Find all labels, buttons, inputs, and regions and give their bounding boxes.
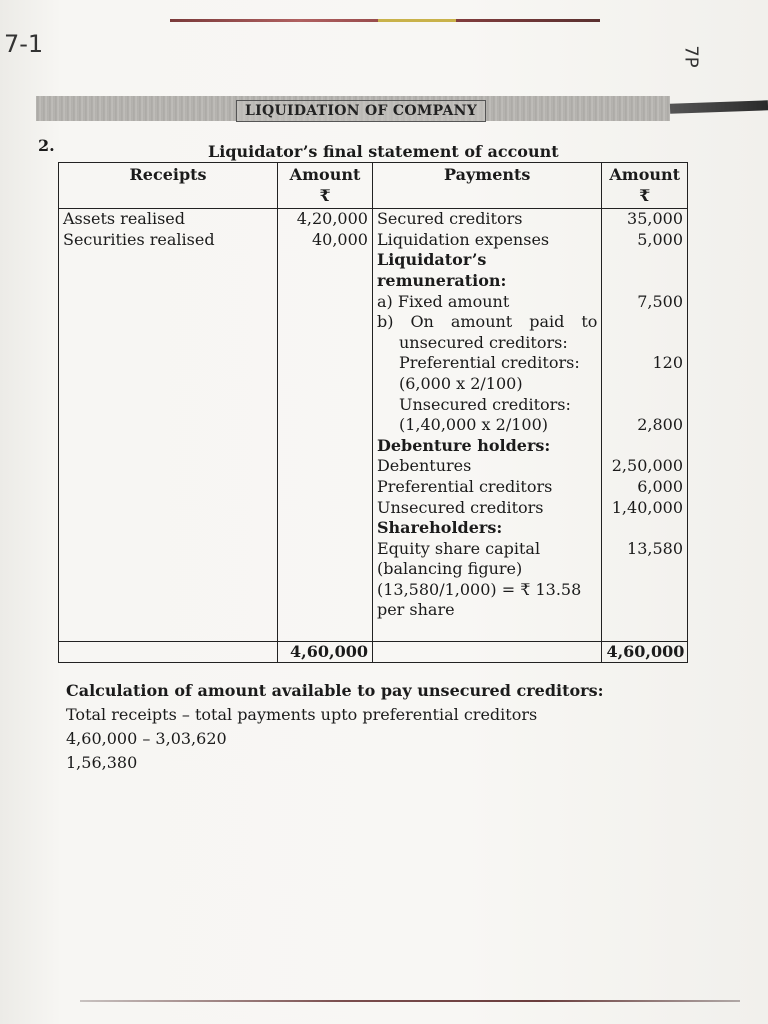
payment-amount: 5,000 (637, 229, 683, 249)
question-number: 2. (38, 136, 55, 155)
total-receipts-blank (59, 642, 278, 663)
payment-item-word: amount (450, 312, 513, 332)
calculation-heading: Calculation of amount available to pay unsecured creditors: (66, 681, 604, 700)
payments-amount-column (602, 209, 688, 638)
header-receipts: Receipts (59, 163, 278, 209)
chapter-title: LIQUIDATION OF COMPANY (236, 100, 486, 122)
payment-item: Debentures (376, 456, 472, 476)
liquidator-statement-table (58, 162, 688, 663)
payment-item: Unsecured creditors (376, 497, 544, 517)
payment-amount: 13,580 (627, 538, 683, 558)
payment-item: Liquidator’s (376, 250, 487, 270)
calculation-line: 4,60,000 – 3,03,620 (66, 729, 227, 748)
table-header-row (59, 163, 688, 209)
payment-item: Preferential creditors: (398, 353, 580, 373)
header-currency-symbol: ₹ (639, 185, 651, 205)
payment-item: (balancing figure) (376, 559, 523, 579)
header-amount-label: Amount (289, 165, 361, 184)
receipt-label: Securities realised (63, 229, 215, 249)
payment-amount: 6,000 (637, 476, 683, 496)
payment-item: Debenture holders: (376, 435, 551, 455)
receipt-amount: 40,000 (311, 229, 368, 249)
payments-column (372, 209, 601, 638)
payment-amount (606, 395, 683, 416)
statement-title: Liquidator’s final statement of account (208, 142, 559, 161)
payment-amount (606, 518, 683, 539)
receipt-label: Assets realised (63, 209, 185, 229)
receipt-amount: 4,20,000 (296, 209, 368, 229)
header-receipts-amount (278, 163, 373, 209)
payment-amount: 2,50,000 (611, 456, 683, 476)
payment-item: Secured creditors (376, 209, 523, 229)
receipts-total: 4,60,000 (278, 642, 373, 663)
calculation-line: 1,56,380 (66, 753, 138, 772)
header-payments-amount (602, 163, 688, 209)
corner-handwritten-mark: 7P (680, 45, 702, 68)
payment-item: (13,580/1,000) = ₹ 13.58 (376, 579, 582, 599)
payment-amount (606, 559, 683, 580)
table-total-row (59, 642, 688, 663)
payment-amount (606, 374, 683, 395)
receipts-amount-column (278, 209, 373, 638)
payment-amount: 35,000 (627, 209, 683, 229)
payment-item: remuneration: (376, 270, 507, 290)
payment-item: Unsecured creditors: (398, 394, 571, 414)
top-binding-accent (378, 19, 456, 22)
calculation-line: Total receipts – total payments upto preferential creditors (66, 705, 538, 724)
payment-item: a) Fixed amount (376, 291, 510, 311)
payment-item: per share (376, 600, 455, 620)
payment-amount (606, 250, 683, 271)
payment-amount (606, 580, 683, 601)
payment-amount: 2,800 (637, 415, 683, 435)
payment-item-word: b) (376, 312, 394, 332)
calculation-section (66, 679, 604, 775)
payment-amount (606, 436, 683, 457)
header-currency-symbol: ₹ (319, 185, 331, 205)
payment-item: (1,40,000 x 2/100) (398, 415, 549, 435)
payment-item: Shareholders: (376, 518, 503, 538)
payment-amount: 7,500 (637, 291, 683, 311)
payment-item (377, 312, 597, 333)
payment-item-word: On (410, 312, 434, 332)
payment-item-word: paid (529, 312, 565, 332)
receipts-column (59, 209, 278, 638)
table-body-row (59, 209, 688, 638)
payment-amount (606, 600, 683, 621)
payment-item: unsecured creditors: (398, 332, 568, 352)
header-payments: Payments (372, 163, 601, 209)
total-payments-blank (372, 642, 601, 663)
payment-amount (606, 271, 683, 292)
payment-amount (606, 333, 683, 354)
payment-amount (606, 312, 683, 333)
payment-item: Equity share capital (376, 538, 541, 558)
bottom-binding-rule (80, 1000, 740, 1002)
payment-item-word: to (581, 312, 598, 332)
payment-amount: 1,40,000 (611, 497, 683, 517)
payments-total: 4,60,000 (602, 642, 688, 663)
margin-handwritten-mark: 7-1 (4, 30, 44, 58)
payment-item: Preferential creditors (376, 476, 553, 496)
payment-amount: 120 (652, 353, 683, 373)
payment-item: (6,000 x 2/100) (398, 373, 523, 393)
header-amount-label: Amount (609, 165, 681, 184)
payment-item: Liquidation expenses (376, 229, 550, 249)
